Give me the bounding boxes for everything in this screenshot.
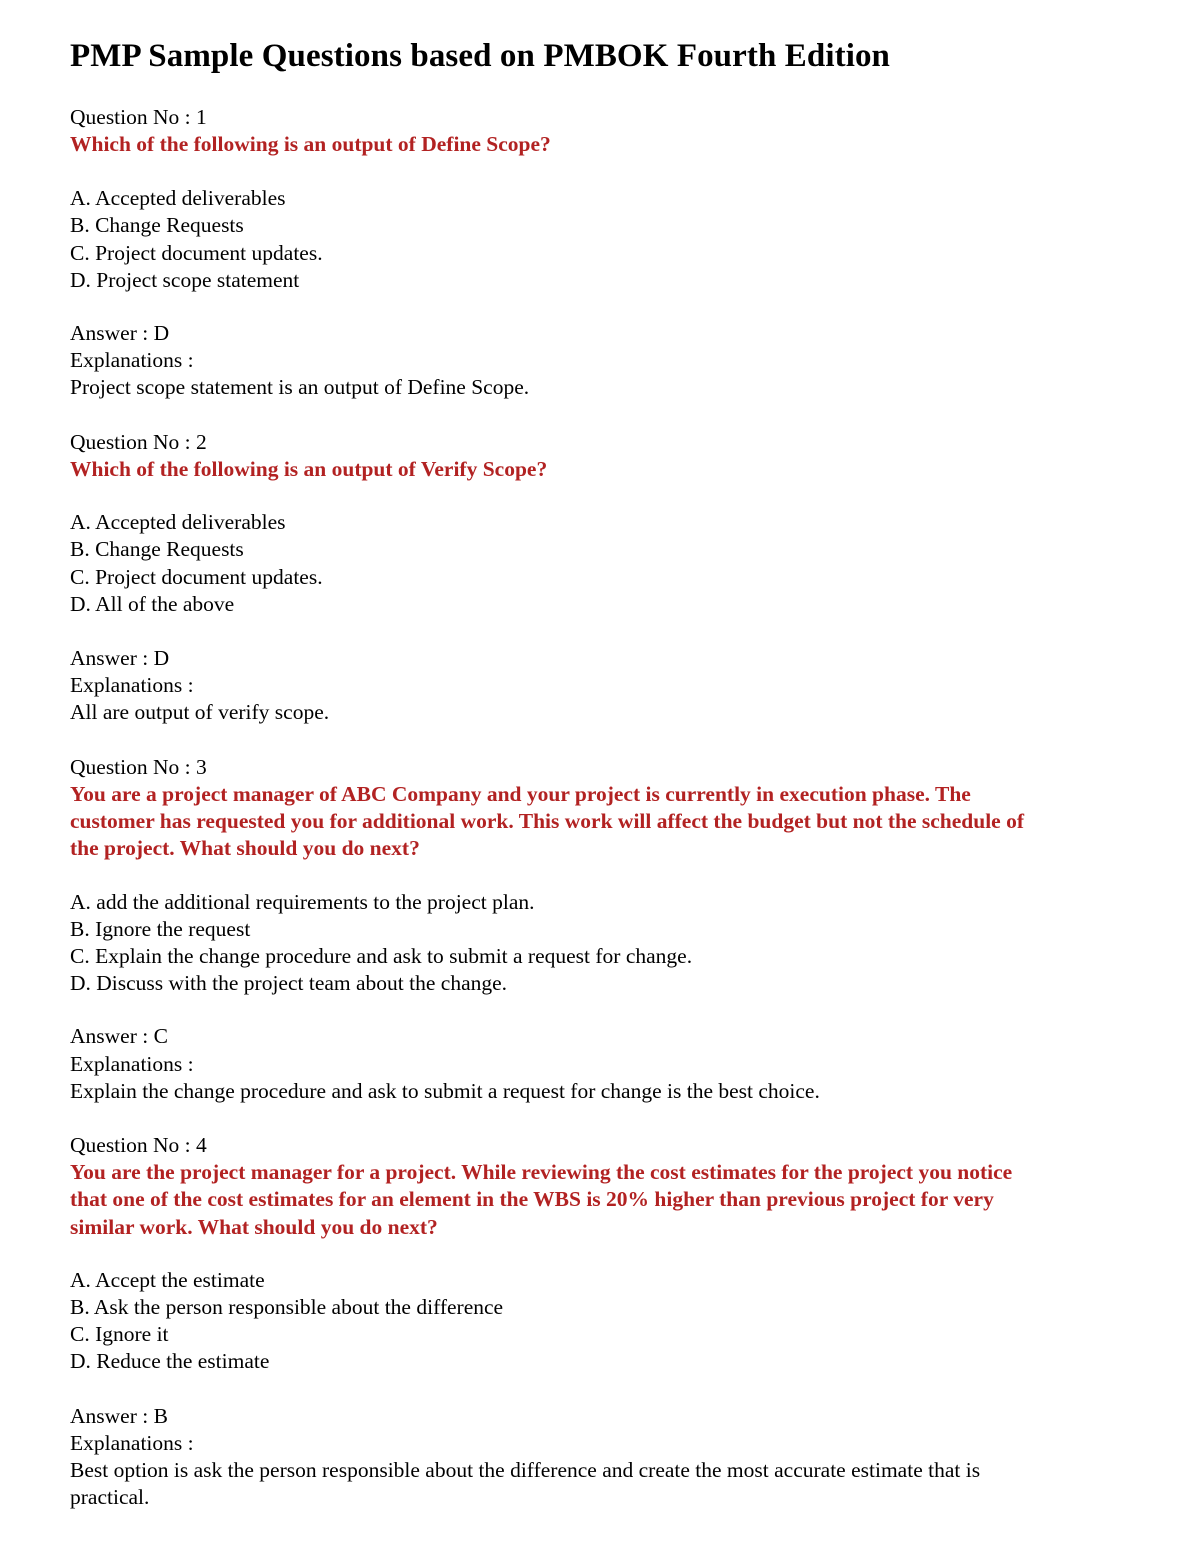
question-number: Question No : 4 bbox=[70, 1133, 207, 1157]
explanation-text: Explain the change procedure and ask to submit a request for change is the best choice. bbox=[70, 1079, 820, 1103]
question-text-line-1: You are a project manager of ABC Company and your project is currently in execution phase. The bbox=[70, 782, 971, 806]
answer: Answer : B bbox=[70, 1404, 168, 1428]
question-text-line-3: similar work. What should you do next? bbox=[70, 1215, 438, 1239]
explanations-label: Explanations : bbox=[70, 1431, 194, 1455]
option-d: D. Project scope statement bbox=[70, 268, 300, 292]
option-a: A. add the additional requirements to the project plan. bbox=[70, 890, 535, 914]
explanations-label: Explanations : bbox=[70, 348, 194, 372]
option-c: C. Project document updates. bbox=[70, 565, 323, 589]
explanation-text-line-2: practical. bbox=[70, 1485, 150, 1509]
question-text: Which of the following is an output of Verify Scope? bbox=[70, 457, 548, 481]
answer: Answer : D bbox=[70, 321, 170, 345]
option-c: C. Explain the change procedure and ask to submit a request for change. bbox=[70, 944, 693, 968]
question-text-line-2: that one of the cost estimates for an element in the WBS is 20% higher than previous project for very bbox=[70, 1187, 994, 1211]
question-number: Question No : 3 bbox=[70, 755, 207, 779]
option-a: A. Accept the estimate bbox=[70, 1268, 265, 1292]
option-d: D. Reduce the estimate bbox=[70, 1349, 270, 1373]
option-b: B. Change Requests bbox=[70, 537, 244, 561]
option-b: B. Ignore the request bbox=[70, 917, 251, 941]
option-a: A. Accepted deliverables bbox=[70, 186, 286, 210]
option-d: D. All of the above bbox=[70, 592, 235, 616]
option-b: B. Change Requests bbox=[70, 213, 244, 237]
explanation-text: Project scope statement is an output of Define Scope. bbox=[70, 375, 530, 399]
option-a: A. Accepted deliverables bbox=[70, 510, 286, 534]
question-text-line-1: You are the project manager for a project. While reviewing the cost estimates for the project you notice bbox=[70, 1160, 1013, 1184]
question-number: Question No : 1 bbox=[70, 105, 207, 129]
option-c: C. Ignore it bbox=[70, 1322, 169, 1346]
answer: Answer : D bbox=[70, 646, 170, 670]
option-c: C. Project document updates. bbox=[70, 241, 323, 265]
document-title: PMP Sample Questions based on PMBOK Fourth Edition bbox=[70, 38, 891, 74]
option-d: D. Discuss with the project team about the change. bbox=[70, 971, 508, 995]
question-text-line-3: the project. What should you do next? bbox=[70, 836, 420, 860]
question-text-line-2: customer has requested you for additional work. This work will affect the budget but not the schedule of bbox=[70, 809, 1025, 833]
explanation-text-line-1: Best option is ask the person responsible about the difference and create the most accurate estimate that is bbox=[70, 1458, 981, 1482]
explanation-text: All are output of verify scope. bbox=[70, 700, 330, 724]
explanations-label: Explanations : bbox=[70, 673, 194, 697]
question-text: Which of the following is an output of Define Scope? bbox=[70, 132, 551, 156]
explanations-label: Explanations : bbox=[70, 1052, 194, 1076]
option-b: B. Ask the person responsible about the difference bbox=[70, 1295, 504, 1319]
question-number: Question No : 2 bbox=[70, 430, 207, 454]
answer: Answer : C bbox=[70, 1024, 168, 1048]
